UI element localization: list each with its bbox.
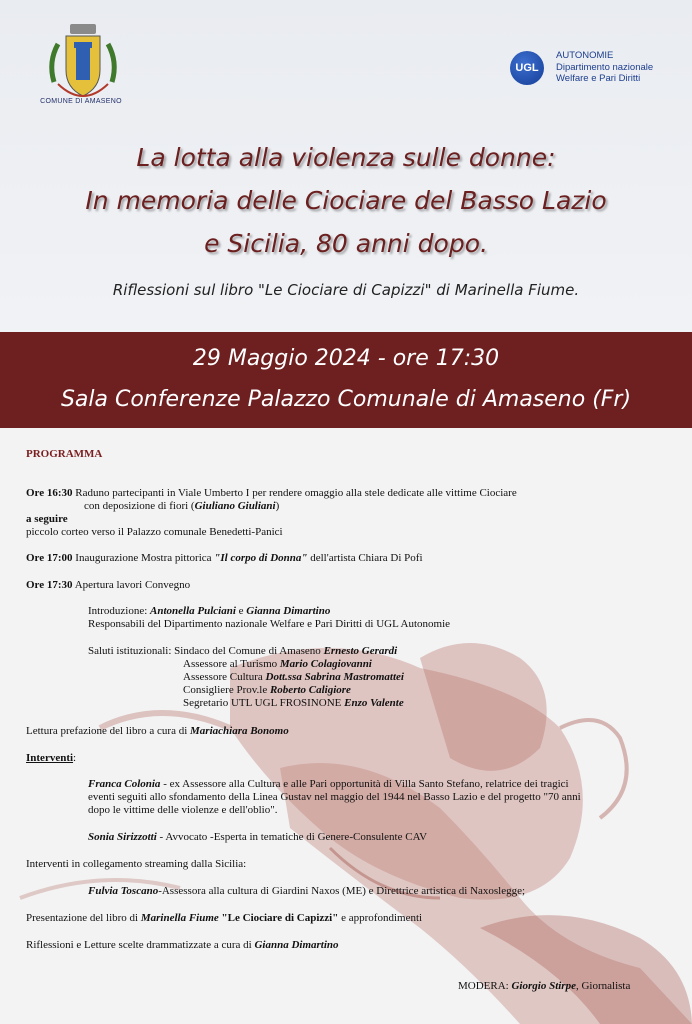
franca-1 [88, 778, 569, 791]
sonia-text: - Avvocato -Esperta in tematiche di Genere-Consulente CAV [156, 831, 428, 843]
item-1630 [26, 487, 517, 500]
intro-and: e [235, 605, 247, 617]
program-heading: PROGRAMMA [26, 448, 103, 460]
item-1700 [26, 552, 423, 565]
streaming: Interventi in collegamento streaming dalla Sicilia: [26, 858, 247, 870]
saluti-name-3: Dott.ssa Sabrina Mastromattei [265, 671, 404, 683]
franca-2: eventi seguiti allo sfondamento della Linea Gustav nel maggio del 1944 nel Basso Lazio e del progetto "70 anni [88, 791, 581, 803]
modera-role: , Giornalista [575, 980, 631, 992]
saluti-2 [183, 658, 372, 671]
interventi-colon: : [73, 752, 77, 764]
item-1730-text: Apertura lavori Convegno [72, 579, 191, 591]
item-1630-text2: con deposizione di fiori ( [84, 500, 195, 512]
item-1630-close: ) [275, 500, 280, 512]
present-text-2: e approfondimenti [338, 912, 423, 924]
present-text: Presentazione del libro di [26, 912, 141, 924]
fulvia-text: -Assessora alla cultura di Giardini Naxos (ME) e Direttrice artistica di Naxoslegge; [158, 885, 526, 897]
present-author: Marinella Fiume [140, 912, 219, 924]
item-1630-line2 [84, 500, 279, 513]
saluti-1 [88, 645, 397, 658]
sonia [88, 831, 427, 844]
title-line-3: e Sicilia, 80 anni dopo. [204, 229, 488, 258]
present-title: "Le Ciociare di Capizzi" [218, 912, 339, 924]
saluti-role-5: Segretario UTL UGL FROSINONE [183, 697, 345, 709]
crest-label: COMUNE DI AMASENO [40, 98, 122, 105]
franca-3: dopo le vittime delle violenze e dell'oblio". [88, 804, 278, 816]
saluti-name-4: Roberto Caligiore [269, 684, 351, 696]
sonia-name: Sonia Sirizzotti [88, 831, 157, 843]
intro-name-2: Gianna Dimartino [246, 605, 331, 617]
event-title [0, 136, 692, 265]
intro-label: Introduzione: [88, 605, 151, 617]
time-1630: Ore 16:30 [26, 487, 73, 499]
saluti-role-3: Assessore Cultura [183, 671, 266, 683]
saluti-role-4: Consigliere Prov.le [183, 684, 270, 696]
presentazione [26, 912, 422, 925]
title-line-1: La lotta alla violenza sulle donne: [136, 143, 556, 172]
saluti-role-2: Assessore al Turismo [183, 658, 280, 670]
date-band [0, 332, 692, 428]
ugl-line3: Welfare e Pari Diritti [556, 73, 641, 84]
riflessioni [26, 939, 339, 952]
saluti-name-2: Mario Colagiovanni [279, 658, 372, 670]
event-date: 29 Maggio 2024 - ore 17:30 [192, 346, 500, 371]
franca-name: Franca Colonia [88, 778, 161, 790]
giuliano-name: Giuliano Giuliani [194, 500, 276, 512]
item-1700-text: Inaugurazione Mostra pittorica [72, 552, 215, 564]
saluti-label: Saluti istituzionali: Sindaco del Comune di Amaseno [88, 645, 324, 657]
lettura-name: Mariachiara Bonomo [190, 725, 289, 737]
fulvia [88, 885, 525, 898]
modera-label: MODERA: [458, 980, 512, 992]
comune-amaseno-crest-icon [44, 22, 122, 122]
modera [458, 980, 630, 993]
program-section [0, 428, 692, 1024]
event-place: Sala Conferenze Palazzo Comunale di Amaseno (Fr) [60, 387, 632, 412]
time-1700: Ore 17:00 [26, 552, 73, 564]
lettura [26, 725, 289, 738]
modera-name: Giorgio Stirpe [511, 980, 576, 992]
saluti-name-1: Ernesto Gerardi [323, 645, 398, 657]
saluti-4 [183, 684, 351, 697]
rifl-name: Gianna Dimartino [254, 939, 339, 951]
ugl-line2: Dipartimento nazionale [556, 61, 654, 73]
event-subtitle: Riflessioni sul libro "Le Ciociare di Capizzi" di Marinella Fiume. [112, 281, 580, 299]
rifl-text: Riflessioni e Letture scelte drammatizzate a cura di [26, 939, 255, 951]
mostra-title: "Il corpo di Donna" [214, 552, 308, 564]
lettura-text: Lettura prefazione del libro a cura di [26, 725, 191, 737]
title-line-2: In memoria delle Ciociare del Basso Lazio [85, 186, 607, 215]
intro-name-1: Antonella Pulciani [150, 605, 236, 617]
interventi-heading [26, 752, 76, 765]
a-seguire: a seguire [26, 513, 68, 525]
ugl-line1: AUTONOMIE [556, 50, 614, 61]
fulvia-name: Fulvia Toscano [88, 885, 159, 897]
item-1630-text: Raduno partecipanti in Viale Umberto I per rendere omaggio alla stele dedicate alle vittime Ciociare [72, 487, 517, 499]
saluti-name-5: Enzo Valente [344, 697, 404, 709]
introduzione [88, 605, 330, 618]
time-1730: Ore 17:30 [26, 579, 73, 591]
saluti-3 [183, 671, 404, 684]
interventi-label: Interventi [26, 752, 74, 764]
item-1730 [26, 579, 190, 592]
franca-text-1: - ex Assessore alla Cultura e alle Pari opportunità di Villa Santo Stefano, relatrice dei tragici [160, 778, 569, 790]
ugl-logo-icon: UGL [510, 51, 544, 85]
corteo: piccolo corteo verso il Palazzo comunale Benedetti-Panici [26, 526, 283, 538]
intro-role: Responsabili del Dipartimento nazionale Welfare e Pari Diritti di UGL Autonomie [88, 618, 451, 630]
item-1700-text2: dell'artista Chiara Di Pofi [307, 552, 423, 564]
ugl-department [556, 50, 653, 85]
saluti-5 [183, 697, 404, 710]
